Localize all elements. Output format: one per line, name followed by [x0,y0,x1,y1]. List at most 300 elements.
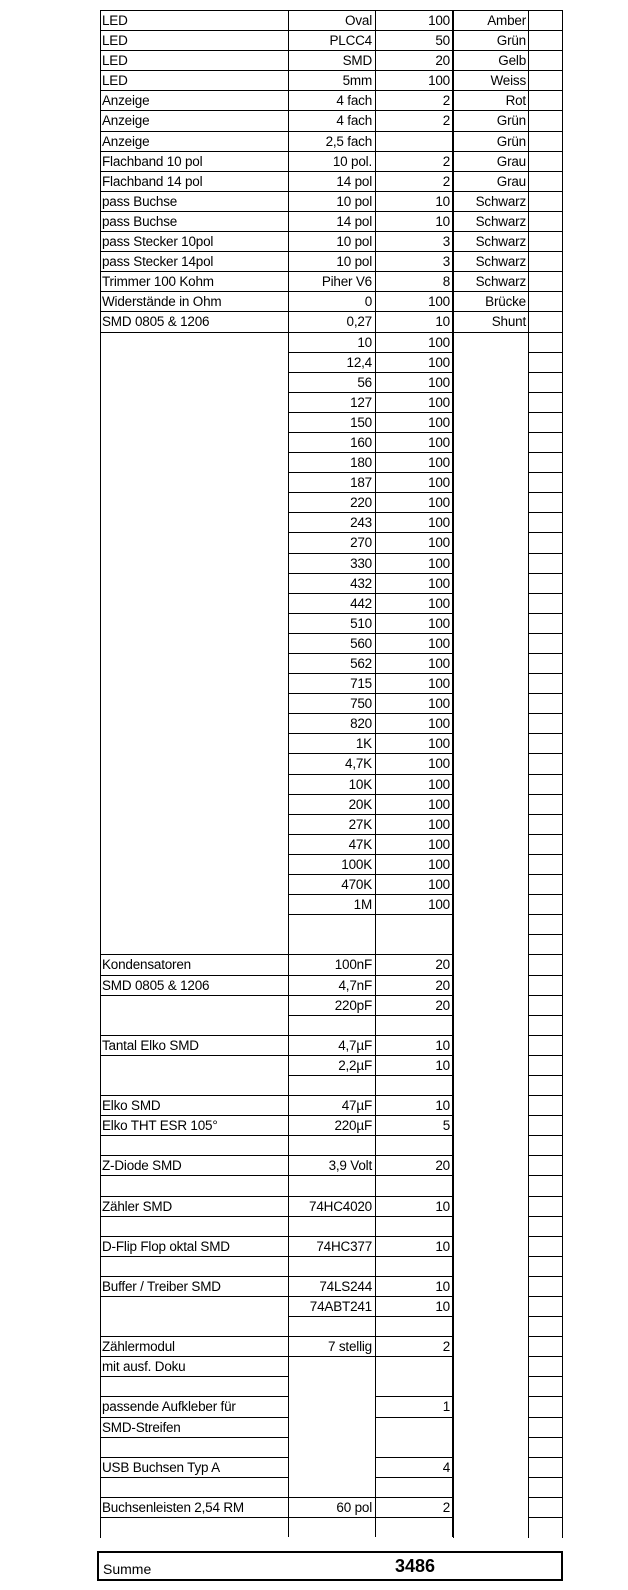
qty-cell [376,1437,453,1457]
qty-cell: 100 [376,593,453,613]
check-cell [528,1055,562,1075]
type-cell: 4 fach [288,110,376,130]
type-cell: 14 pol [288,171,376,191]
item-cell [100,1477,288,1497]
item-cell [100,673,288,693]
type-cell [288,914,376,934]
check-cell [528,1075,562,1095]
qty-cell [376,131,453,151]
type-cell: 220µF [288,1115,376,1135]
table-row [100,492,562,512]
parts-table [100,10,562,1537]
table-row [100,10,562,30]
qty-cell: 10 [376,1276,453,1296]
check-cell [528,171,562,191]
color-cell: Grau [453,171,528,191]
check-cell [528,1356,562,1376]
type-cell: 100nF [288,954,376,974]
item-cell: Flachband 10 pol [100,151,288,171]
check-cell [528,854,562,874]
type-cell: 10 [288,332,376,352]
qty-cell: 100 [376,573,453,593]
check-cell [528,1477,562,1497]
type-cell [288,1517,376,1537]
table-row [100,633,562,653]
type-cell [288,1015,376,1035]
qty-cell: 100 [376,894,453,914]
color-cell [453,1256,528,1276]
qty-cell: 100 [376,291,453,311]
table-row [100,1296,562,1316]
table-row [100,372,562,392]
item-cell [100,693,288,713]
qty-cell: 100 [376,673,453,693]
qty-cell: 100 [376,613,453,633]
type-cell [288,1256,376,1276]
item-cell [100,412,288,432]
type-cell [288,1216,376,1236]
color-cell [453,352,528,372]
color-cell [453,934,528,954]
item-cell [100,1015,288,1035]
check-cell [528,1095,562,1115]
check-cell [528,1437,562,1457]
color-cell [453,593,528,613]
type-cell: 10K [288,774,376,794]
item-cell [100,874,288,894]
color-cell [453,753,528,773]
check-cell [528,1497,562,1517]
table-row [100,1256,562,1276]
qty-cell: 100 [376,392,453,412]
qty-cell [376,934,453,954]
qty-cell: 100 [376,814,453,834]
qty-cell: 10 [376,1196,453,1216]
table-row [100,573,562,593]
type-cell [288,1437,376,1457]
table-row [100,211,562,231]
qty-cell: 100 [376,854,453,874]
check-cell [528,874,562,894]
table-row [100,332,562,352]
table-row [100,90,562,110]
type-cell: 1K [288,733,376,753]
table-row [100,1497,562,1517]
qty-cell [376,1517,453,1537]
table-row [100,70,562,90]
item-cell [100,1075,288,1095]
qty-cell [376,1015,453,1035]
color-cell [453,532,528,552]
item-cell: Flachband 14 pol [100,171,288,191]
check-cell [528,332,562,352]
table-row [100,753,562,773]
type-cell: 14 pol [288,211,376,231]
table-row [100,934,562,954]
color-cell [453,854,528,874]
check-cell [528,251,562,271]
check-cell [528,412,562,432]
item-cell [100,1517,288,1537]
color-cell: Schwarz [453,211,528,231]
table-row [100,432,562,452]
type-cell: Piher V6 [288,271,376,291]
item-cell: Zählermodul [100,1336,288,1356]
type-cell [288,1356,376,1376]
check-cell [528,1376,562,1396]
item-cell [100,1216,288,1236]
check-cell [528,1196,562,1216]
item-cell: SMD 0805 & 1206 [100,975,288,995]
item-cell [100,593,288,613]
color-cell [453,975,528,995]
column-rule [562,10,563,1538]
check-cell [528,954,562,974]
color-cell [453,653,528,673]
qty-cell: 100 [376,834,453,854]
check-cell [528,975,562,995]
qty-cell: 2 [376,151,453,171]
color-cell [453,1135,528,1155]
item-cell [100,492,288,512]
color-cell [453,894,528,914]
table-row [100,1477,562,1497]
type-cell: 3,9 Volt [288,1155,376,1175]
check-cell [528,553,562,573]
type-cell: 0,27 [288,311,376,331]
check-cell [528,472,562,492]
item-cell [100,934,288,954]
qty-cell: 20 [376,1155,453,1175]
table-row [100,995,562,1015]
item-cell [100,914,288,934]
item-cell [100,392,288,412]
color-cell [453,995,528,1015]
check-cell [528,311,562,331]
color-cell [453,512,528,532]
type-cell: 220pF [288,995,376,1015]
table-row [100,412,562,432]
color-cell [453,1075,528,1095]
qty-cell: 100 [376,492,453,512]
check-cell [528,814,562,834]
check-cell [528,372,562,392]
check-cell [528,934,562,954]
check-cell [528,392,562,412]
check-cell [528,1457,562,1477]
color-cell [453,733,528,753]
type-cell: 74ABT241 [288,1296,376,1316]
check-cell [528,914,562,934]
summary-total: 3486 [395,1556,436,1576]
type-cell [288,934,376,954]
item-cell [100,1175,288,1195]
table-row [100,472,562,492]
color-cell [453,914,528,934]
item-cell [100,834,288,854]
type-cell [288,1417,376,1437]
check-cell [528,452,562,472]
qty-cell: 100 [376,10,453,30]
item-cell [100,733,288,753]
color-cell: Weiss [453,70,528,90]
type-cell: 560 [288,633,376,653]
check-cell [528,90,562,110]
table-row [100,1055,562,1075]
check-cell [528,211,562,231]
table-row [100,1236,562,1256]
type-cell: 750 [288,693,376,713]
item-cell [100,332,288,352]
item-cell [100,854,288,874]
check-cell [528,231,562,251]
type-cell: 74HC4020 [288,1196,376,1216]
type-cell: Oval [288,10,376,30]
type-cell: 150 [288,412,376,432]
table-row [100,1135,562,1155]
table-row [100,1457,562,1477]
type-cell: 56 [288,372,376,392]
item-cell: LED [100,30,288,50]
color-cell [453,1316,528,1336]
table-row [100,30,562,50]
table-row [100,954,562,974]
qty-cell: 100 [376,774,453,794]
color-cell: Schwarz [453,251,528,271]
type-cell: 442 [288,593,376,613]
color-cell [453,1055,528,1075]
color-cell [453,1035,528,1055]
check-cell [528,794,562,814]
color-cell [453,492,528,512]
check-cell [528,613,562,633]
check-cell [528,834,562,854]
color-cell [453,1015,528,1035]
type-cell: 1M [288,894,376,914]
table-row [100,352,562,372]
item-cell [100,352,288,372]
item-cell [100,613,288,633]
table-row [100,50,562,70]
table-row [100,452,562,472]
color-cell: Gelb [453,50,528,70]
item-cell [100,794,288,814]
color-cell [453,1276,528,1296]
item-cell [100,633,288,653]
check-cell [528,713,562,733]
table-row [100,1216,562,1236]
table-row [100,1517,562,1537]
item-cell: SMD 0805 & 1206 [100,311,288,331]
item-cell: LED [100,10,288,30]
type-cell: 47µF [288,1095,376,1115]
color-cell: Shunt [453,311,528,331]
type-cell: PLCC4 [288,30,376,50]
type-cell: 470K [288,874,376,894]
check-cell [528,593,562,613]
qty-cell: 100 [376,653,453,673]
qty-cell: 100 [376,794,453,814]
qty-cell: 100 [376,452,453,472]
type-cell: 220 [288,492,376,512]
check-cell [528,1155,562,1175]
color-cell [453,1517,528,1537]
table-row [100,814,562,834]
item-cell [100,553,288,573]
color-cell [453,1216,528,1236]
table-row [100,311,562,331]
table-row [100,251,562,271]
column-rule [453,10,454,1538]
type-cell: 7 stellig [288,1336,376,1356]
type-cell: 127 [288,392,376,412]
check-cell [528,352,562,372]
qty-cell [376,1316,453,1336]
type-cell: 187 [288,472,376,492]
check-cell [528,653,562,673]
type-cell: 74LS244 [288,1276,376,1296]
type-cell [288,1376,376,1396]
item-cell: Tantal Elko SMD [100,1035,288,1055]
item-cell: Anzeige [100,90,288,110]
type-cell: 10 pol [288,251,376,271]
type-cell: 432 [288,573,376,593]
check-cell [528,1316,562,1336]
check-cell [528,1396,562,1416]
item-cell [100,1256,288,1276]
qty-cell: 2 [376,1497,453,1517]
type-cell: 180 [288,452,376,472]
qty-cell: 100 [376,412,453,432]
item-cell: LED [100,50,288,70]
color-cell [453,452,528,472]
item-cell: D-Flip Flop oktal SMD [100,1236,288,1256]
item-cell: Trimmer 100 Kohm [100,271,288,291]
qty-cell: 2 [376,90,453,110]
item-cell: Kondensatoren [100,954,288,974]
item-cell: LED [100,70,288,90]
qty-cell: 50 [376,30,453,50]
qty-cell: 10 [376,211,453,231]
check-cell [528,432,562,452]
table-row [100,191,562,211]
type-cell: 715 [288,673,376,693]
color-cell [453,1457,528,1477]
type-cell [288,1457,376,1477]
qty-cell: 4 [376,1457,453,1477]
qty-cell: 10 [376,1035,453,1055]
type-cell: 820 [288,713,376,733]
type-cell: SMD [288,50,376,70]
qty-cell: 100 [376,332,453,352]
type-cell [288,1396,376,1416]
item-cell [100,452,288,472]
item-cell [100,1296,288,1316]
qty-cell: 100 [376,713,453,733]
table-row [100,171,562,191]
color-cell: Schwarz [453,231,528,251]
item-cell: Zähler SMD [100,1196,288,1216]
check-cell [528,50,562,70]
qty-cell: 2 [376,1336,453,1356]
color-cell [453,874,528,894]
check-cell [528,693,562,713]
color-cell [453,1356,528,1376]
check-cell [528,753,562,773]
color-cell [453,613,528,633]
type-cell [288,1075,376,1095]
qty-cell: 3 [376,251,453,271]
item-cell [100,532,288,552]
table-row [100,914,562,934]
table-row [100,131,562,151]
table-row [100,1336,562,1356]
qty-cell [376,914,453,934]
table-row [100,1396,562,1416]
check-cell [528,1135,562,1155]
table-row [100,1175,562,1195]
qty-cell: 10 [376,1095,453,1115]
type-cell: 20K [288,794,376,814]
item-cell: passende Aufkleber für [100,1396,288,1416]
type-cell [288,1175,376,1195]
item-cell [100,1437,288,1457]
item-cell [100,573,288,593]
check-cell [528,573,562,593]
color-cell [453,1155,528,1175]
check-cell [528,1296,562,1316]
type-cell: 47K [288,834,376,854]
color-cell [453,372,528,392]
color-cell: Grau [453,151,528,171]
table-row [100,894,562,914]
item-cell: pass Buchse [100,191,288,211]
check-cell [528,131,562,151]
qty-cell: 20 [376,975,453,995]
qty-cell: 100 [376,532,453,552]
item-cell: Buffer / Treiber SMD [100,1276,288,1296]
table-row [100,151,562,171]
table-row [100,1316,562,1336]
table-row [100,1155,562,1175]
table-row [100,713,562,733]
qty-cell: 100 [376,553,453,573]
type-cell: 10 pol [288,191,376,211]
type-cell: 510 [288,613,376,633]
qty-cell: 20 [376,954,453,974]
color-cell [453,713,528,733]
table-row [100,231,562,251]
color-cell [453,673,528,693]
color-cell: Grün [453,131,528,151]
check-cell [528,1035,562,1055]
item-cell: USB Buchsen Typ A [100,1457,288,1477]
color-cell: Brücke [453,291,528,311]
check-cell [528,1336,562,1356]
color-cell [453,1437,528,1457]
type-cell: 2,2µF [288,1055,376,1075]
qty-cell [376,1417,453,1437]
color-cell: Amber [453,10,528,30]
table-row [100,1115,562,1135]
qty-cell: 100 [376,733,453,753]
table-row [100,1276,562,1296]
qty-cell: 2 [376,171,453,191]
table-row [100,553,562,573]
item-cell [100,713,288,733]
table-row [100,613,562,633]
type-cell: 5mm [288,70,376,90]
